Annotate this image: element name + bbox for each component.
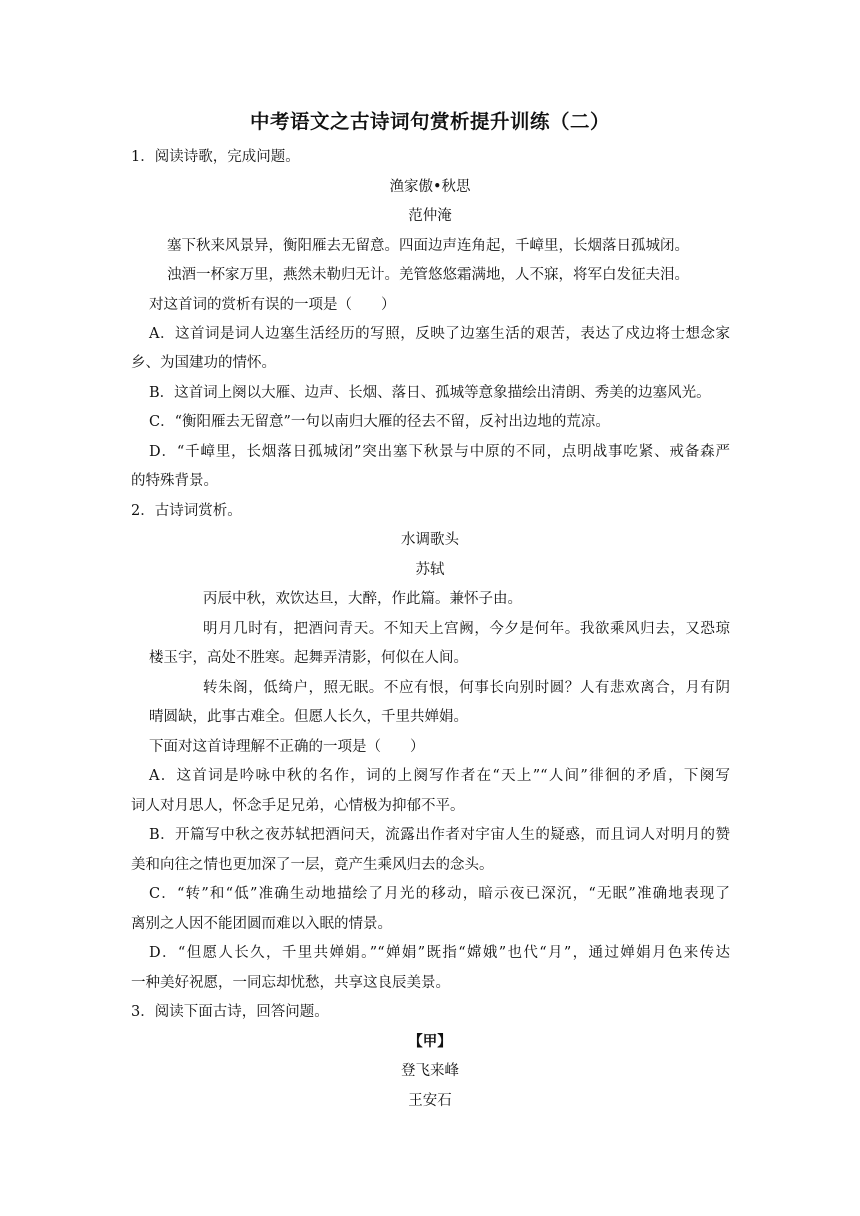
question-2-prompt: 下面对这首诗理解不正确的一项是（ ） <box>149 739 425 755</box>
question-3-poem-title: 登飞来峰 <box>401 1063 459 1079</box>
question-2-poem-preface: 丙辰中秋，欢饮达旦，大醉，作此篇。兼怀子由。 <box>203 591 522 607</box>
question-2-option-b-cont: 美和向往之情也更加深了一层，竟产生乘风归去的念头。 <box>131 857 494 873</box>
question-1-poem-title: 渔家傲•秋思 <box>389 179 471 195</box>
question-2-poem-title: 水调歌头 <box>401 532 459 548</box>
question-2-option-b: B．开篇写中秋之夜苏轼把酒问天，流露出作者对宇宙人生的疑惑，而且词人对明月的赞 <box>149 827 730 843</box>
question-1-option-d: D．“千嶂里，长烟落日孤城闭”突出塞下秋景与中原的不同，点明战事吃紧、戒备森严 <box>149 444 730 460</box>
question-1-heading: 1．阅读诗歌，完成问题。 <box>131 149 300 165</box>
question-2-poem-line: 转朱阁，低绮户，照无眠。不应有恨，何事长向别时圆？人有悲欢离合，月有阴 <box>203 680 730 696</box>
question-2-option-a-cont: 词人对月思人，怀念手足兄弟，心情极为抑郁不平。 <box>131 798 465 814</box>
question-3-section-label: 【甲】 <box>408 1033 452 1050</box>
question-2-option-a: A．这首词是吟咏中秋的名作，词的上阕写作者在“天上”“人间”徘徊的矛盾，下阕写 <box>149 768 730 784</box>
question-3-heading: 3．阅读下面古诗，回答问题。 <box>131 1004 329 1020</box>
question-2-option-c-cont: 离别之人因不能团圆而难以入眠的情景。 <box>131 916 392 932</box>
question-2-option-c: C．“转”和“低”准确生动地描绘了月光的移动，暗示夜已深沉，“无眠”准确地表现了 <box>149 886 730 902</box>
question-1-poem-line: 塞下秋来风景异，衡阳雁去无留意。四面边声连角起，千嶂里，长烟落日孤城闭。 <box>167 238 689 254</box>
page-title: 中考语文之古诗词句赏析提升训练（二） <box>249 110 610 133</box>
question-2-option-d-cont: 一种美好祝愿，一同忘却忧愁，共享这良辰美景。 <box>131 975 450 991</box>
question-2-poem-line: 楼玉宇，高处不胜寒。起舞弄清影，何似在人间。 <box>149 650 468 666</box>
question-1-option-d-cont: 的特殊背景。 <box>131 473 218 489</box>
question-2-option-d: D．“但愿人长久，千里共婵娟。”“婵娟”既指“嫦娥”也代“月”，通过婵娟月色来传达 <box>149 945 730 961</box>
question-2-poem-line: 明月几时有，把酒问青天。不知天上宫阙，今夕是何年。我欲乘风归去，又恐琼 <box>203 621 730 637</box>
question-1-poem-author: 范仲淹 <box>408 208 452 224</box>
question-1-option-b: B．这首词上阕以大雁、边声、长烟、落日、孤城等意象描绘出清朗、秀美的边塞风光。 <box>149 385 711 401</box>
question-1-prompt: 对这首词的赏析有误的一项是（ ） <box>149 297 396 313</box>
question-3-poem-author: 王安石 <box>408 1093 452 1109</box>
question-2-poem-author: 苏轼 <box>415 562 445 578</box>
question-1-option-a-cont: 乡、为国建功的情怀。 <box>131 355 276 371</box>
question-2-poem-line: 晴圆缺，此事古难全。但愿人长久，千里共婵娟。 <box>149 709 468 725</box>
question-1-option-a: A．这首词是词人边塞生活经历的写照，反映了边塞生活的艰苦，表达了戍边将士想念家 <box>149 326 730 342</box>
question-2-heading: 2．古诗词赏析。 <box>131 503 242 519</box>
question-1-poem-line: 浊酒一杯家万里，燕然未勒归无计。羌管悠悠霜满地，人不寐，将军白发征夫泪。 <box>167 267 689 283</box>
question-1-option-c: C．“衡阳雁去无留意”一句以南归大雁的径去不留，反衬出边地的荒凉。 <box>149 414 610 430</box>
